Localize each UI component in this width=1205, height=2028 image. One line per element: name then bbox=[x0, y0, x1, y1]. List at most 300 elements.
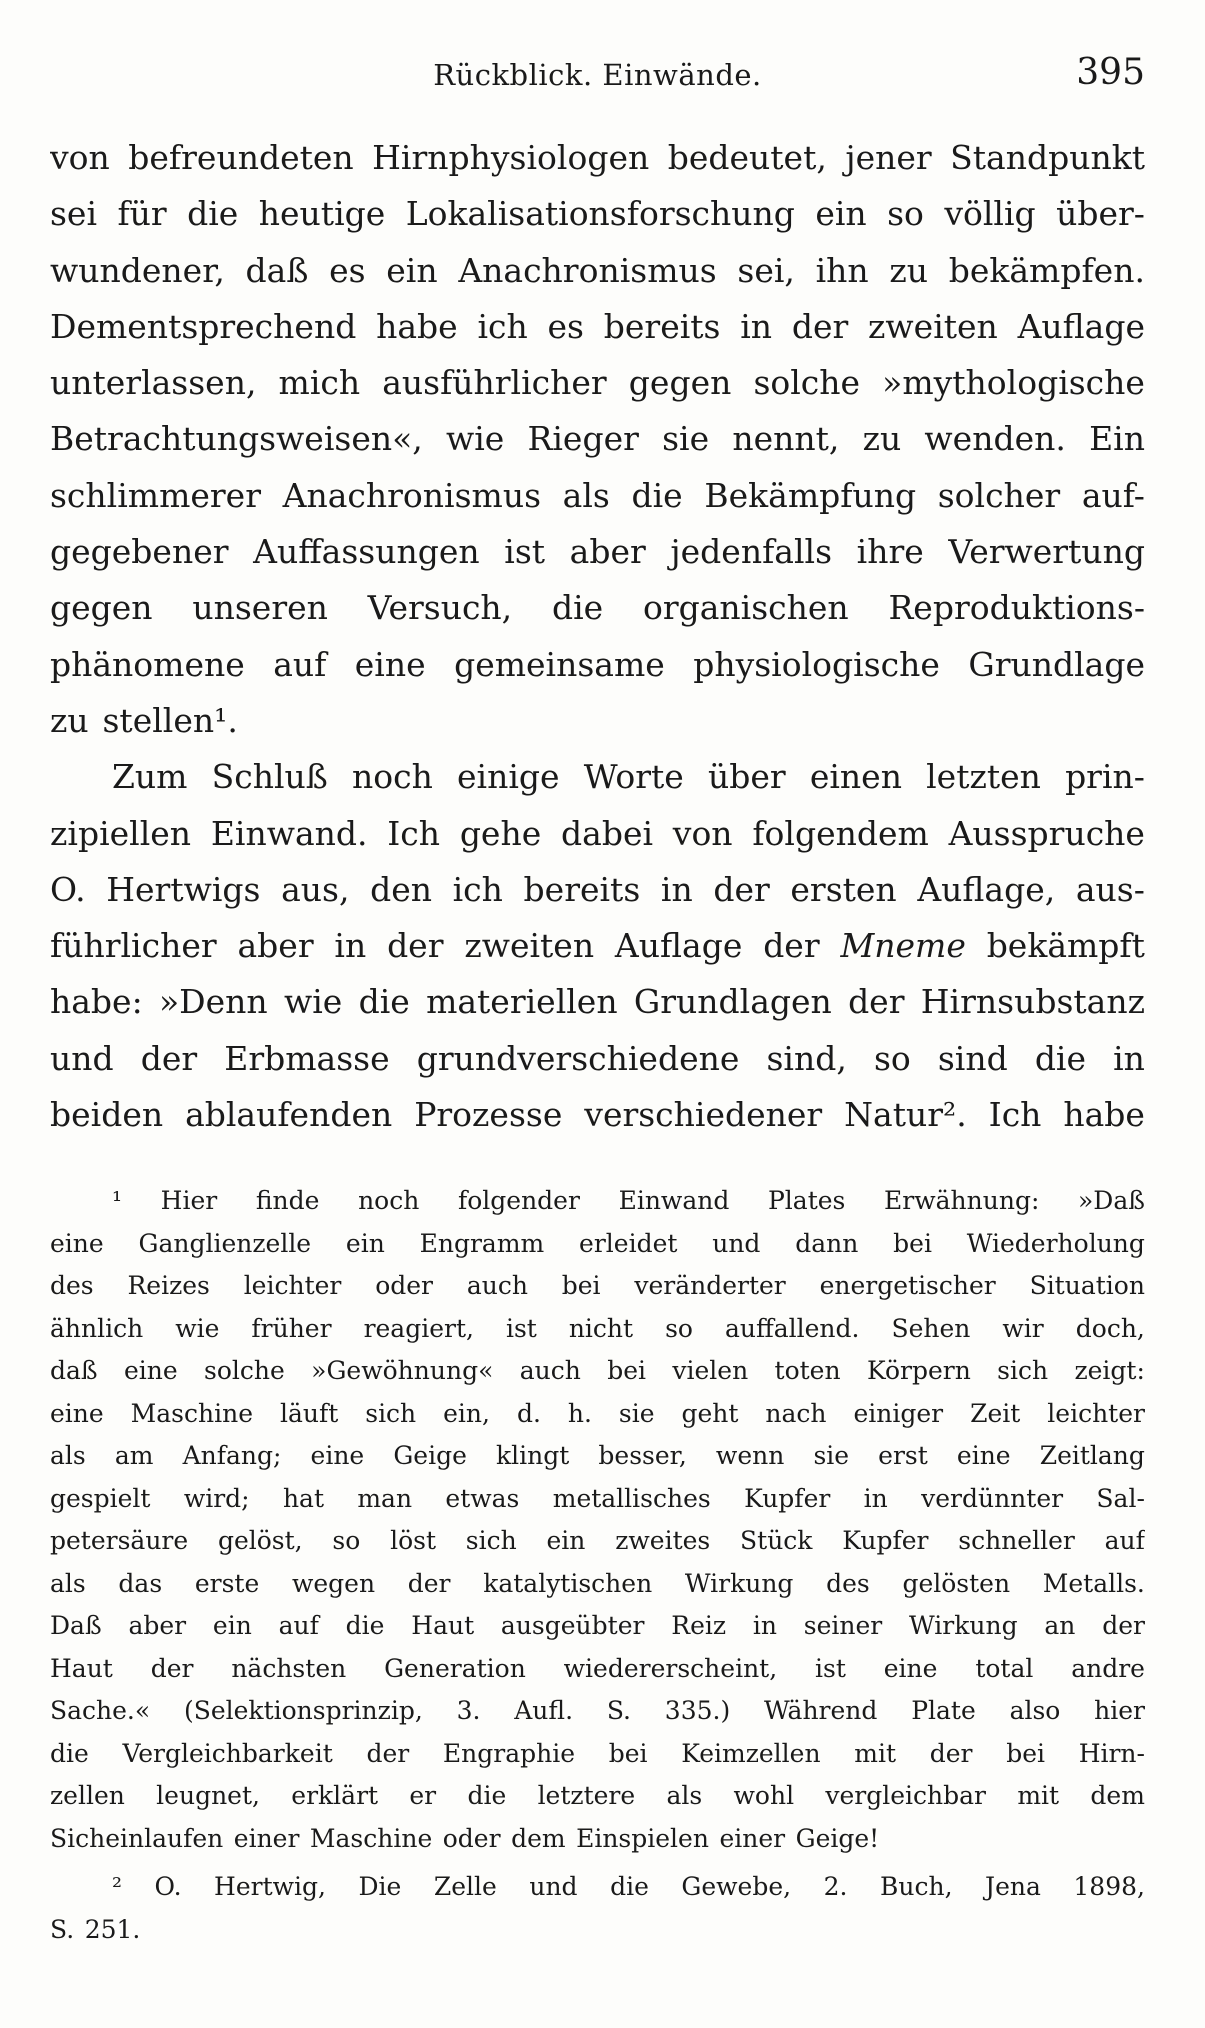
word: man bbox=[357, 1483, 413, 1513]
word: Kupfer bbox=[842, 1526, 929, 1555]
word: auf- bbox=[1081, 475, 1145, 515]
word: Lokalisationsforschung bbox=[405, 194, 795, 234]
word: Zeitlang bbox=[1039, 1441, 1145, 1470]
word: phänomene bbox=[50, 644, 245, 684]
word: daß bbox=[50, 1356, 98, 1385]
word: Plates bbox=[767, 1186, 846, 1215]
footnote-line bbox=[50, 1818, 1145, 1861]
word: aber bbox=[569, 532, 646, 572]
word: oder bbox=[375, 1271, 433, 1300]
word: eine bbox=[50, 1398, 104, 1428]
word: energetischer bbox=[819, 1271, 996, 1300]
word: Reizes bbox=[127, 1271, 210, 1300]
word: sie bbox=[813, 1441, 850, 1470]
word: Wiederholung bbox=[966, 1228, 1145, 1258]
word: nennt, bbox=[732, 419, 840, 459]
word: gelösten bbox=[902, 1568, 1011, 1598]
word: der bbox=[387, 926, 444, 966]
word: Auflage, bbox=[917, 869, 1056, 909]
footnote-line bbox=[50, 1265, 1145, 1308]
word: sie bbox=[662, 419, 710, 459]
word: auf bbox=[1104, 1526, 1145, 1555]
word: gemeinsame bbox=[454, 644, 665, 684]
word: wenn bbox=[715, 1441, 785, 1470]
word: seiner bbox=[803, 1611, 883, 1640]
word: letztere bbox=[537, 1781, 636, 1810]
body-line bbox=[50, 186, 1145, 242]
word: Verwertung bbox=[948, 532, 1145, 572]
word: »Daß bbox=[1078, 1186, 1145, 1215]
page-number: 395 bbox=[1076, 52, 1145, 93]
body-line bbox=[50, 974, 1145, 1030]
word: zu bbox=[889, 250, 929, 290]
word: toten bbox=[774, 1356, 841, 1385]
word: andre bbox=[1071, 1653, 1145, 1683]
word: es bbox=[547, 306, 584, 346]
word: h. bbox=[567, 1398, 592, 1428]
word: ein bbox=[815, 194, 867, 234]
footnote-line bbox=[50, 1563, 1145, 1606]
word: aber bbox=[128, 1611, 187, 1640]
word: sich bbox=[365, 1398, 417, 1428]
word: leugnet, bbox=[156, 1781, 260, 1810]
word: bekämpfen. bbox=[948, 250, 1145, 290]
word: »Denn bbox=[158, 982, 268, 1022]
word: gegen bbox=[50, 588, 153, 628]
word: Buch, bbox=[880, 1872, 953, 1901]
word: Auflage bbox=[1017, 306, 1145, 346]
word: ein, bbox=[443, 1398, 490, 1428]
word: Metalls. bbox=[1042, 1568, 1145, 1598]
word: Geige bbox=[393, 1441, 467, 1470]
word: »Gewöhnung« bbox=[311, 1356, 494, 1385]
footnote-line bbox=[50, 1393, 1145, 1436]
word: es bbox=[329, 250, 366, 290]
word: Prozesse bbox=[414, 1095, 563, 1135]
word: Hertwigs bbox=[106, 869, 261, 909]
word: Maschine bbox=[130, 1398, 253, 1428]
word: in bbox=[660, 869, 693, 909]
word: Sicheinlaufen bbox=[50, 1823, 224, 1853]
word: Jena bbox=[985, 1872, 1041, 1901]
word: Versuch, bbox=[367, 588, 513, 628]
body-line bbox=[50, 637, 1145, 693]
word: der bbox=[929, 1738, 973, 1768]
word: 1898, bbox=[1073, 1872, 1145, 1901]
word: Gewebe, bbox=[681, 1872, 792, 1901]
body-line bbox=[50, 918, 1145, 974]
word: eine bbox=[310, 1441, 365, 1470]
word: verdünnter bbox=[921, 1483, 1064, 1513]
word: als bbox=[50, 1568, 86, 1598]
word: wie bbox=[175, 1313, 220, 1343]
word: Reiz bbox=[671, 1611, 727, 1640]
body-line bbox=[50, 411, 1145, 467]
word: »mythologische bbox=[882, 363, 1145, 403]
word: bei bbox=[607, 1356, 646, 1385]
footnote-line bbox=[50, 1605, 1145, 1648]
word: bei bbox=[608, 1738, 648, 1768]
word: so bbox=[873, 1038, 911, 1078]
word: ¹ bbox=[112, 1186, 123, 1215]
word: eine bbox=[123, 1356, 178, 1385]
word: Grundlagen bbox=[633, 982, 832, 1022]
word: vergleichbar bbox=[825, 1781, 987, 1810]
word: dabei bbox=[561, 813, 654, 853]
word: 3. bbox=[456, 1696, 481, 1725]
word: zellen bbox=[50, 1781, 125, 1810]
word: einiger bbox=[853, 1398, 944, 1428]
word: von bbox=[50, 138, 110, 177]
word: als bbox=[562, 475, 610, 515]
word: prin- bbox=[1065, 757, 1145, 797]
word: Anfang; bbox=[182, 1441, 282, 1470]
word: in bbox=[740, 306, 773, 346]
running-head bbox=[50, 52, 1145, 102]
word: gehe bbox=[459, 813, 542, 853]
word: unterlassen, bbox=[50, 363, 257, 403]
word: Hirn- bbox=[1078, 1738, 1145, 1768]
body-line bbox=[50, 862, 1145, 918]
word: verschiedener bbox=[584, 1095, 823, 1135]
word: erklärt bbox=[291, 1781, 379, 1810]
word: Aufl. bbox=[514, 1696, 574, 1725]
word: daß bbox=[245, 250, 309, 290]
footnote-line bbox=[50, 1648, 1145, 1691]
word: stellen¹. bbox=[102, 700, 238, 740]
word: einige bbox=[457, 757, 560, 797]
word: schneller bbox=[958, 1526, 1075, 1555]
word: die bbox=[345, 1611, 385, 1640]
word: dann bbox=[795, 1228, 859, 1258]
word: und bbox=[529, 1872, 578, 1901]
word: er bbox=[409, 1781, 437, 1810]
word: so bbox=[665, 1313, 693, 1343]
word: Erwähnung: bbox=[884, 1186, 1040, 1215]
word: ablaufenden bbox=[185, 1095, 393, 1135]
footnotes bbox=[50, 1180, 1145, 1951]
footnote-line bbox=[50, 1775, 1145, 1818]
word: Maschine bbox=[309, 1823, 433, 1853]
footnote-line bbox=[50, 1223, 1145, 1266]
word: Einwand bbox=[618, 1186, 730, 1215]
word: sich bbox=[465, 1526, 517, 1555]
word: eine bbox=[956, 1441, 1011, 1470]
word: physiologische bbox=[693, 644, 940, 684]
word: Hirnphysiologen bbox=[372, 138, 650, 177]
word: sich bbox=[997, 1356, 1049, 1385]
word: ihn bbox=[815, 250, 869, 290]
word: 2. bbox=[823, 1872, 848, 1901]
word: Sehen bbox=[891, 1313, 971, 1343]
word: 335.) bbox=[664, 1696, 731, 1725]
word: hat bbox=[282, 1483, 324, 1513]
word: als bbox=[50, 1441, 86, 1470]
word: bereits bbox=[523, 869, 641, 909]
word: wie bbox=[283, 982, 343, 1022]
word: gespielt bbox=[50, 1483, 151, 1513]
word: Zeit bbox=[970, 1398, 1021, 1428]
word: Natur². bbox=[844, 1095, 967, 1135]
word: eine bbox=[354, 644, 426, 684]
word: einer bbox=[719, 1823, 786, 1853]
word: von bbox=[672, 813, 733, 853]
word: sind bbox=[937, 1038, 1008, 1078]
word: Während bbox=[764, 1696, 878, 1725]
word: ein bbox=[546, 1526, 586, 1555]
word: Dementsprechend bbox=[50, 306, 357, 346]
word: zu bbox=[862, 419, 902, 459]
footnote-line bbox=[50, 1478, 1145, 1521]
word: gegebener bbox=[50, 532, 229, 572]
word: völlig bbox=[944, 194, 1036, 234]
word: habe bbox=[1063, 1095, 1145, 1135]
word: ein bbox=[345, 1228, 385, 1258]
footnote-line bbox=[50, 1180, 1145, 1223]
word: löst bbox=[390, 1526, 437, 1555]
word: Plate bbox=[911, 1696, 976, 1725]
footnote-line bbox=[50, 1690, 1145, 1733]
word: bedeutet, bbox=[667, 138, 827, 177]
word: auf bbox=[273, 644, 327, 684]
word: vielen bbox=[672, 1356, 749, 1385]
word: über bbox=[708, 757, 786, 797]
word: Ich bbox=[988, 1095, 1042, 1135]
word: und bbox=[712, 1228, 761, 1258]
word: zweites bbox=[615, 1526, 711, 1555]
word: Die bbox=[358, 1872, 402, 1901]
word: Hertwig, bbox=[214, 1872, 326, 1901]
word: leichter bbox=[1047, 1398, 1145, 1428]
word: Auffassungen bbox=[253, 532, 480, 572]
word: der bbox=[848, 982, 905, 1022]
word: dem bbox=[511, 1823, 566, 1853]
word: Schluß bbox=[211, 757, 328, 797]
word: wundener, bbox=[50, 250, 225, 290]
word: Mneme bbox=[840, 926, 966, 966]
footnote-line bbox=[50, 1520, 1145, 1563]
word: der bbox=[150, 1653, 194, 1683]
body-line bbox=[50, 243, 1145, 299]
word: beiden bbox=[50, 1095, 164, 1135]
word: 251. bbox=[84, 1914, 141, 1944]
word: in bbox=[1113, 1038, 1145, 1078]
word: O. bbox=[50, 869, 86, 909]
word: Grundlage bbox=[968, 644, 1145, 684]
word: erleidet bbox=[579, 1228, 678, 1258]
word: wird; bbox=[183, 1483, 250, 1513]
footnote-line bbox=[50, 1733, 1145, 1776]
word: die bbox=[631, 475, 683, 515]
word: Ganglienzelle bbox=[138, 1228, 312, 1258]
word: auffallend. bbox=[724, 1313, 860, 1343]
word: Geige! bbox=[795, 1823, 880, 1853]
word: wiedererscheint, bbox=[563, 1653, 778, 1683]
word: folgender bbox=[457, 1186, 580, 1215]
word: läuft bbox=[279, 1398, 339, 1428]
word: Vergleichbarkeit bbox=[122, 1738, 333, 1768]
footnote-line bbox=[50, 1909, 1145, 1952]
word: auch bbox=[519, 1356, 581, 1385]
word: als bbox=[666, 1781, 703, 1810]
word: und bbox=[50, 1038, 114, 1078]
word: bereits bbox=[603, 306, 721, 346]
word: am bbox=[114, 1441, 154, 1470]
word: die bbox=[358, 982, 410, 1022]
word: habe bbox=[376, 306, 458, 346]
footnote-line bbox=[50, 1350, 1145, 1393]
word: schlimmerer bbox=[50, 475, 261, 515]
word: der bbox=[140, 1038, 198, 1078]
word: Keimzellen bbox=[681, 1738, 821, 1768]
word: ein bbox=[386, 250, 438, 290]
word: letzten bbox=[926, 757, 1041, 797]
body-line bbox=[50, 1031, 1145, 1087]
word: Ausspruche bbox=[948, 813, 1145, 853]
word: bei bbox=[561, 1271, 601, 1300]
word: der bbox=[1102, 1611, 1145, 1640]
word: in bbox=[334, 926, 367, 966]
word: des bbox=[50, 1271, 94, 1300]
word: Haut bbox=[411, 1611, 475, 1640]
word: zweiten bbox=[868, 306, 998, 346]
body-line bbox=[50, 355, 1145, 411]
word: für bbox=[117, 194, 167, 234]
body-line bbox=[50, 468, 1145, 524]
word: die bbox=[610, 1872, 649, 1901]
word: mit bbox=[854, 1738, 897, 1768]
word: ich bbox=[477, 306, 528, 346]
footnote-line bbox=[50, 1866, 1145, 1909]
word: Erbmasse bbox=[224, 1038, 390, 1078]
word: bei bbox=[1006, 1738, 1045, 1768]
word: Ich bbox=[387, 813, 441, 853]
word: erst bbox=[878, 1441, 928, 1470]
word: mich bbox=[278, 363, 361, 403]
word: einen bbox=[809, 757, 902, 797]
word: petersäure bbox=[50, 1526, 189, 1555]
word: ersten bbox=[790, 869, 897, 909]
word: ist bbox=[505, 1313, 537, 1343]
word: aus, bbox=[281, 869, 350, 909]
word: die bbox=[1034, 1038, 1087, 1078]
word: S. bbox=[50, 1914, 75, 1944]
word: klingt bbox=[496, 1441, 570, 1470]
word: Kupfer bbox=[744, 1483, 831, 1513]
word: Engraphie bbox=[442, 1738, 576, 1768]
word: Reproduktions- bbox=[888, 588, 1145, 628]
word: noch bbox=[352, 757, 433, 797]
word: ist bbox=[815, 1653, 846, 1683]
word: wir bbox=[1002, 1313, 1044, 1343]
body-line bbox=[50, 693, 1145, 749]
word: nächsten bbox=[231, 1653, 347, 1683]
word: in bbox=[863, 1483, 888, 1513]
word: der bbox=[791, 306, 849, 346]
word: Hirnsubstanz bbox=[920, 982, 1145, 1022]
word: Einspielen bbox=[576, 1823, 709, 1853]
word: eine bbox=[50, 1228, 104, 1258]
word: Bekämpfung bbox=[704, 475, 917, 515]
word: finde bbox=[255, 1186, 320, 1215]
word: habe: bbox=[50, 982, 143, 1022]
word: Zelle bbox=[433, 1872, 497, 1901]
word: ihre bbox=[856, 532, 924, 572]
word: Körpern bbox=[866, 1356, 971, 1385]
footnote-line bbox=[50, 1308, 1145, 1351]
word: veränderter bbox=[634, 1271, 786, 1300]
word: auch bbox=[466, 1271, 528, 1300]
word: sie bbox=[618, 1398, 655, 1428]
word: Zum bbox=[112, 757, 188, 797]
word: aus- bbox=[1075, 869, 1145, 909]
word: oder bbox=[442, 1823, 501, 1853]
body-line bbox=[50, 524, 1145, 580]
body-text bbox=[50, 130, 1145, 1143]
word: ein bbox=[212, 1611, 252, 1640]
word: besser, bbox=[598, 1441, 687, 1470]
word: Situation bbox=[1029, 1271, 1145, 1300]
word: Einwand. bbox=[210, 813, 368, 853]
word: Hier bbox=[160, 1186, 218, 1215]
word: S. bbox=[606, 1696, 631, 1725]
word: Engramm bbox=[419, 1228, 545, 1258]
word: die bbox=[50, 1738, 89, 1768]
word: Anachronismus bbox=[458, 250, 717, 290]
word: über- bbox=[1056, 194, 1145, 234]
word: führlicher bbox=[50, 926, 217, 966]
word: nach bbox=[765, 1398, 827, 1428]
word: den bbox=[370, 869, 432, 909]
word: an bbox=[1044, 1611, 1076, 1640]
word: der bbox=[763, 926, 820, 966]
word: O. bbox=[154, 1872, 182, 1901]
word: Ein bbox=[1089, 419, 1145, 459]
word: wie bbox=[445, 419, 505, 459]
word: Generation bbox=[384, 1653, 526, 1683]
running-title: Rückblick. Einwände. bbox=[433, 58, 762, 92]
word: zu bbox=[50, 700, 89, 740]
word: Wirkung bbox=[684, 1568, 794, 1598]
word: gelöst, bbox=[217, 1526, 303, 1555]
body-line bbox=[50, 299, 1145, 355]
word: solcher bbox=[937, 475, 1061, 515]
word: die bbox=[467, 1781, 507, 1810]
word: ausführlicher bbox=[382, 363, 607, 403]
word: Worte bbox=[583, 757, 684, 797]
body-line bbox=[50, 130, 1145, 186]
word: ausgeübter bbox=[500, 1611, 645, 1640]
word: Stück bbox=[740, 1526, 813, 1555]
word: das bbox=[118, 1568, 163, 1598]
word: jedenfalls bbox=[670, 532, 833, 572]
body-line bbox=[50, 580, 1145, 636]
word: geht bbox=[681, 1398, 739, 1428]
word: befreundeten bbox=[128, 138, 354, 177]
word: einer bbox=[233, 1823, 300, 1853]
word: dem bbox=[1090, 1781, 1145, 1810]
word: wegen bbox=[291, 1568, 376, 1598]
word: organischen bbox=[642, 588, 849, 628]
word: grundverschiedene bbox=[416, 1038, 740, 1078]
word: eine bbox=[883, 1653, 938, 1683]
word: bekämpft bbox=[986, 926, 1145, 966]
word: ² bbox=[112, 1872, 123, 1901]
word: der bbox=[407, 1568, 451, 1598]
word: mit bbox=[1017, 1781, 1060, 1810]
body-line bbox=[50, 749, 1145, 805]
word: noch bbox=[358, 1186, 420, 1215]
